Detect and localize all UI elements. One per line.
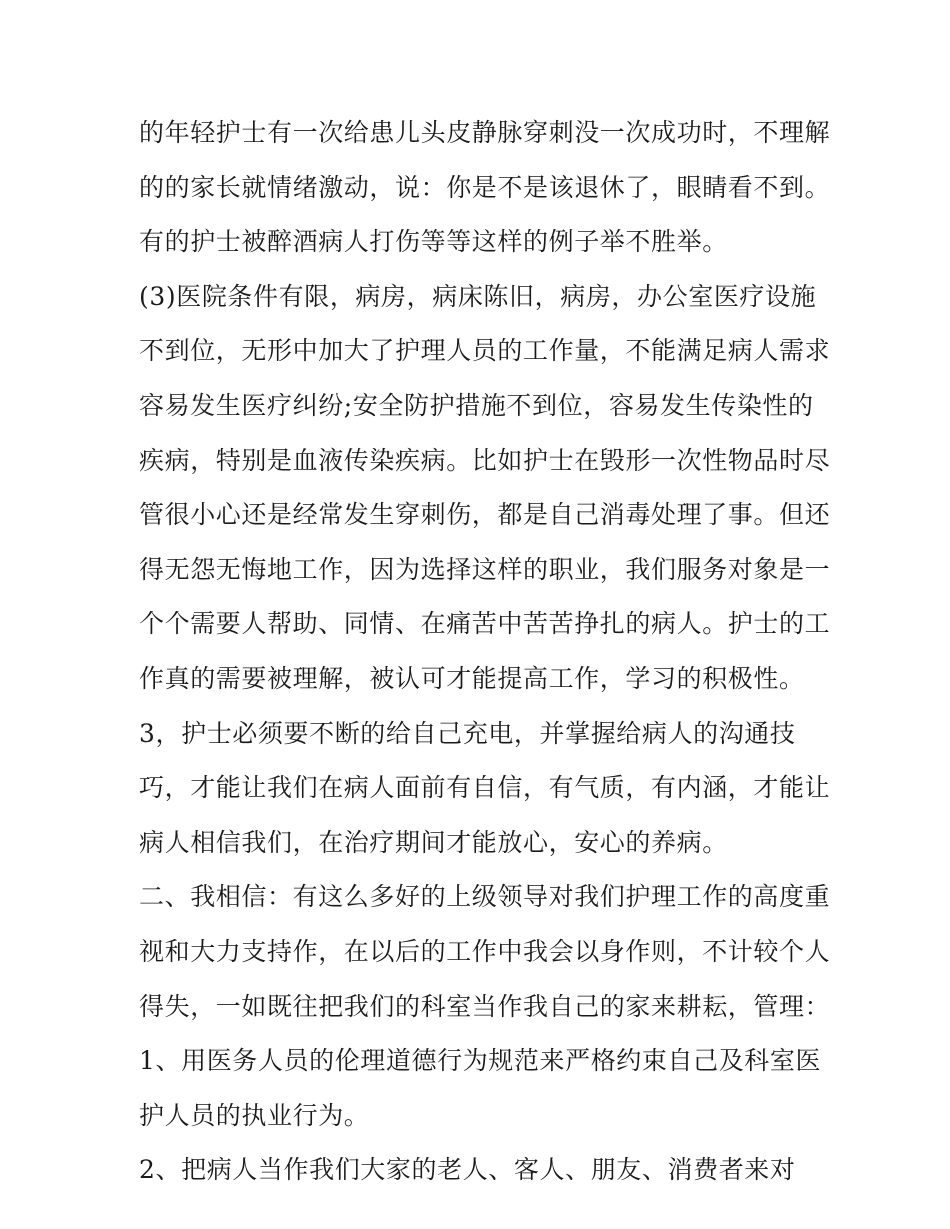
text-line-15: 二、我相信：有这么多好的上级领导对我们护理工作的高度重	[139, 882, 831, 912]
text-line-20: 2、把病人当作我们大家的老人、客人、朋友、消费者来对	[139, 1155, 796, 1185]
text-line-1: 的年轻护士有一次给患儿头皮静脉穿刺没一次成功时，不理解	[139, 118, 831, 147]
text-line-2: 的的家长就情绪激动，说：你是不是该退休了，眼睛看不到。	[139, 172, 831, 202]
text-line-13: 巧，才能让我们在病人面前有自信，有气质，有内涵，才能让	[139, 773, 831, 803]
text-line-7: 疾病，特别是血液传染疾病。比如护士在毁形一次性物品时尽	[139, 445, 831, 475]
text-line-17: 得失，一如既往把我们的科室当作我自己的家来耕耘，管理：	[139, 991, 831, 1021]
text-line-18: 1、用医务人员的伦理道德行为规范来严格约束自己及科室医	[139, 1046, 822, 1076]
text-line-3: 有的护士被醉酒病人打伤等等这样的例子举不胜举。	[139, 227, 728, 257]
text-line-6: 容易发生医疗纠纷;安全防护措施不到位，容易发生传染性的	[139, 390, 814, 420]
text-line-16: 视和大力支持作，在以后的工作中我会以身作则，不计较个人	[139, 936, 831, 966]
document-body	[139, 106, 829, 1198]
text-line-9: 得无怨无悔地工作，因为选择这样的职业，我们服务对象是一	[139, 554, 831, 584]
text-line-12: 3，护士必须要不断的给自己充电，并掌握给病人的沟通技	[139, 718, 796, 748]
text-line-10: 个个需要人帮助、同情、在痛苦中苦苦挣扎的病人。护士的工	[139, 609, 831, 639]
text-line-11: 作真的需要被理解，被认可才能提高工作，学习的积极性。	[139, 663, 805, 693]
text-line-8: 管很小心还是经常发生穿刺伤，都是自己消毒处理了事。但还	[139, 500, 831, 530]
text-line-4: (3)医院条件有限，病房，病床陈旧，病房，办公室医疗设施	[139, 281, 817, 311]
text-line-19: 护人员的执业行为。	[139, 1100, 370, 1130]
text-line-14: 病人相信我们，在治疗期间才能放心，安心的养病。	[139, 827, 728, 857]
text-line-5: 不到位，无形中加大了护理人员的工作量，不能满足病人需求	[139, 336, 831, 366]
